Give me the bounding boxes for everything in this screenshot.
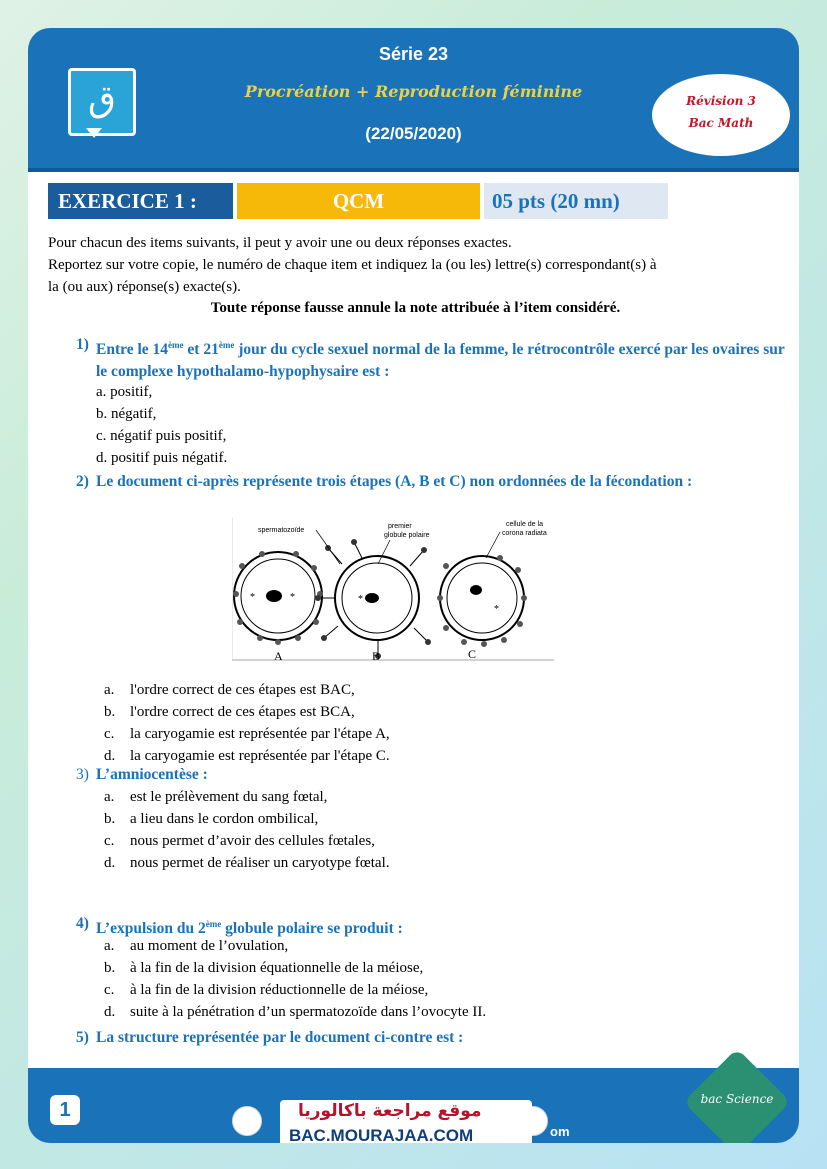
label-b: B xyxy=(372,649,381,663)
label-globule: globule polaire xyxy=(384,532,430,539)
option: d. suite à la pénétration d’un spermatozoïde dans l’ovocyte II. xyxy=(104,1004,487,1020)
instructions xyxy=(48,232,783,298)
page xyxy=(28,28,799,1143)
option: b. négatif, xyxy=(96,406,157,422)
bac-science-text: bac Science xyxy=(700,1092,774,1106)
fecundation-figure xyxy=(232,518,554,666)
option: c. à la fin de la division réductionnelle de la méiose, xyxy=(104,982,429,998)
question-number: 3) xyxy=(76,766,89,783)
option: a. est le prélèvement du sang fœtal, xyxy=(104,789,328,805)
question-2 xyxy=(76,471,788,493)
question-number: 4) xyxy=(76,915,89,932)
header-banner xyxy=(28,28,799,168)
option: b. l'ordre correct de ces étapes est BCA, xyxy=(104,704,355,720)
option: d. la caryogamie est représentée par l'étape C. xyxy=(104,748,390,764)
page-number: 1 xyxy=(50,1095,80,1125)
label-a: A xyxy=(274,649,283,663)
instruction-line2: Reportez sur votre copie, le numéro de chaque item et indiquez la (ou les) lettre(s) correspondant(s) à xyxy=(48,257,657,273)
header-divider xyxy=(28,168,799,172)
svg-text:*: * xyxy=(358,594,363,605)
label-sperm: spermatozoïde xyxy=(258,527,305,534)
svg-text:*: * xyxy=(290,592,295,603)
option: a. l'ordre correct de ces étapes est BAC, xyxy=(104,682,355,698)
label-c: C xyxy=(468,647,477,661)
subject-title: Procréation + Reproduction féminine xyxy=(244,82,583,101)
site-name-arabic[interactable]: موقع مراجعة باكالوريا xyxy=(298,1101,482,1121)
question-2-options xyxy=(104,679,390,767)
question-number: 5) xyxy=(76,1029,89,1046)
instruction-line1: Pour chacun des items suivants, il peut y avoir une ou deux réponses exactes. xyxy=(48,235,512,251)
question-4-options xyxy=(104,935,486,1023)
revision-badge xyxy=(650,72,792,158)
option: c. la caryogamie est représentée par l'étape A, xyxy=(104,726,390,742)
date-label: (22/05/2020) xyxy=(365,124,462,143)
question-text: Entre le 14ème et 21ème jour du cycle sexuel normal de la femme, le rétrocontrôle exercé par les ovaires sur le complexe hypothalamo-hypophysaire est : xyxy=(96,340,785,381)
question-5 xyxy=(76,1027,788,1049)
label-corona: corona radiata xyxy=(502,530,547,537)
option: b. à la fin de la division équationnelle de la méiose, xyxy=(104,960,424,976)
cell-b xyxy=(315,539,431,659)
option: d. positif puis négatif. xyxy=(96,450,228,466)
svg-text:*: * xyxy=(250,592,255,603)
label-premier: premier xyxy=(388,523,412,530)
option: d. nous permet de réaliser un caryotype fœtal. xyxy=(104,855,390,871)
exercise-title: EXERCICE 1 : xyxy=(48,183,233,219)
warning-text: Toute réponse fausse annule la note attribuée à l’item considéré. xyxy=(210,300,621,316)
question-1-options xyxy=(96,381,227,469)
option: b. a lieu dans le cordon ombilical, xyxy=(104,811,319,827)
revision-line2: Bac Math xyxy=(688,116,754,130)
svg-text:*: * xyxy=(494,604,499,615)
footer-banner xyxy=(28,1068,799,1143)
option: a. au moment de l’ovulation, xyxy=(104,938,289,954)
cell-c xyxy=(437,555,527,647)
instruction-line3: la (ou aux) réponse(s) exacte(s). xyxy=(48,279,241,295)
exercise-type: QCM xyxy=(237,183,480,219)
revision-line1: Révision 3 xyxy=(686,94,756,108)
question-text: L’expulsion du 2ème globule polaire se produit : xyxy=(96,919,403,938)
app-logo-icon: ق xyxy=(68,68,136,136)
exercise-points: 05 pts (20 mn) xyxy=(484,183,668,219)
question-text: La structure représentée par le document ci-contre est : xyxy=(96,1029,464,1046)
question-1 xyxy=(76,334,788,383)
cell-a xyxy=(233,551,323,645)
option: c. nous permet d’avoir des cellules fœtales, xyxy=(104,833,375,849)
question-text: Le document ci-après représente trois étapes (A, B et C) non ordonnées de la fécondation : xyxy=(96,473,693,490)
url-suffix: om xyxy=(550,1124,570,1139)
question-3 xyxy=(76,764,788,786)
option: a. positif, xyxy=(96,384,153,400)
option: c. négatif puis positif, xyxy=(96,428,227,444)
question-number: 1) xyxy=(76,336,89,353)
label-cellule: cellule de la xyxy=(506,521,543,528)
school-badge-icon xyxy=(232,1106,262,1136)
series-title: Série 23 xyxy=(378,44,449,64)
question-3-options xyxy=(104,786,389,874)
question-text: L’amniocentèse : xyxy=(96,766,208,783)
site-url[interactable]: BAC.MOURAJAA.COM xyxy=(289,1126,474,1143)
question-number: 2) xyxy=(76,473,89,490)
